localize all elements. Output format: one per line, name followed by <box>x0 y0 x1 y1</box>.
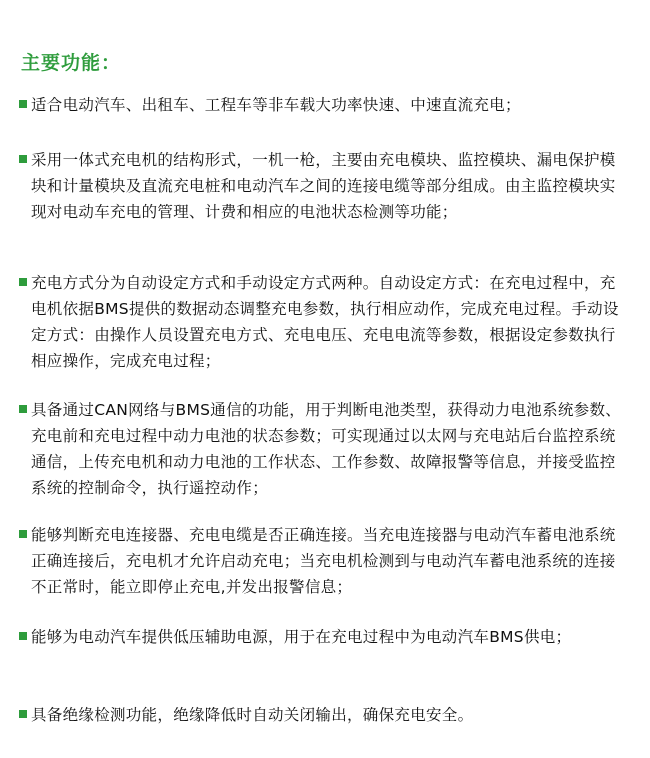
feature-text: 具备绝缘检测功能，绝缘降低时自动关闭输出，确保充电安全。 <box>31 706 474 724</box>
feature-text: 具备通过CAN网络与BMS通信的功能，用于判断电池类型，获得动力电池系统参数、充电前和充电过程中动力电池的状态参数；可实现通过以太网与充电站后台监控系统通信，上传充电机和动力电池的工作状态、工作参数、故障报警等信息，并接受监控系统的控制命令，执行遥控动作； <box>31 401 622 497</box>
feature-item <box>19 702 631 728</box>
green-square-bullet-icon <box>19 632 27 640</box>
feature-item <box>19 147 631 225</box>
green-square-bullet-icon <box>19 155 27 163</box>
feature-item <box>19 397 631 501</box>
feature-text: 能够为电动汽车提供低压辅助电源，用于在充电过程中为电动汽车BMS供电； <box>31 628 572 646</box>
feature-item <box>19 522 631 600</box>
green-square-bullet-icon <box>19 530 27 538</box>
feature-text: 充电方式分为自动设定方式和手动设定方式两种。自动设定方式：在充电过程中，充电机依据BMS提供的数据动态调整充电参数，执行相应动作，完成充电过程。手动设定方式：由操作人员设置充电方式、充电电压、充电电流等参数，根据设定参数执行相应操作，完成充电过程； <box>31 274 619 370</box>
feature-text: 能够判断充电连接器、充电电缆是否正确连接。当充电连接器与电动汽车蓄电池系统正确连接后，充电机才允许启动充电；当充电机检测到与电动汽车蓄电池系统的连接不正常时，能立即停止充电,并发出报警信息； <box>31 526 616 596</box>
green-square-bullet-icon <box>19 100 27 108</box>
feature-item <box>19 270 631 374</box>
feature-text: 采用一体式充电机的结构形式，一机一枪，主要由充电模块、监控模块、漏电保护模块和计量模块及直流充电桩和电动汽车之间的连接电缆等部分组成。由主监控模块实现对电动车充电的管理、计费和相应的电池状态检测等功能； <box>31 151 616 221</box>
feature-item <box>19 92 631 118</box>
green-square-bullet-icon <box>19 405 27 413</box>
green-square-bullet-icon <box>19 278 27 286</box>
green-square-bullet-icon <box>19 710 27 718</box>
feature-text: 适合电动汽车、出租车、工程车等非车载大功率快速、中速直流充电； <box>31 96 521 114</box>
section-title: 主要功能： <box>21 52 122 74</box>
feature-item <box>19 624 631 650</box>
